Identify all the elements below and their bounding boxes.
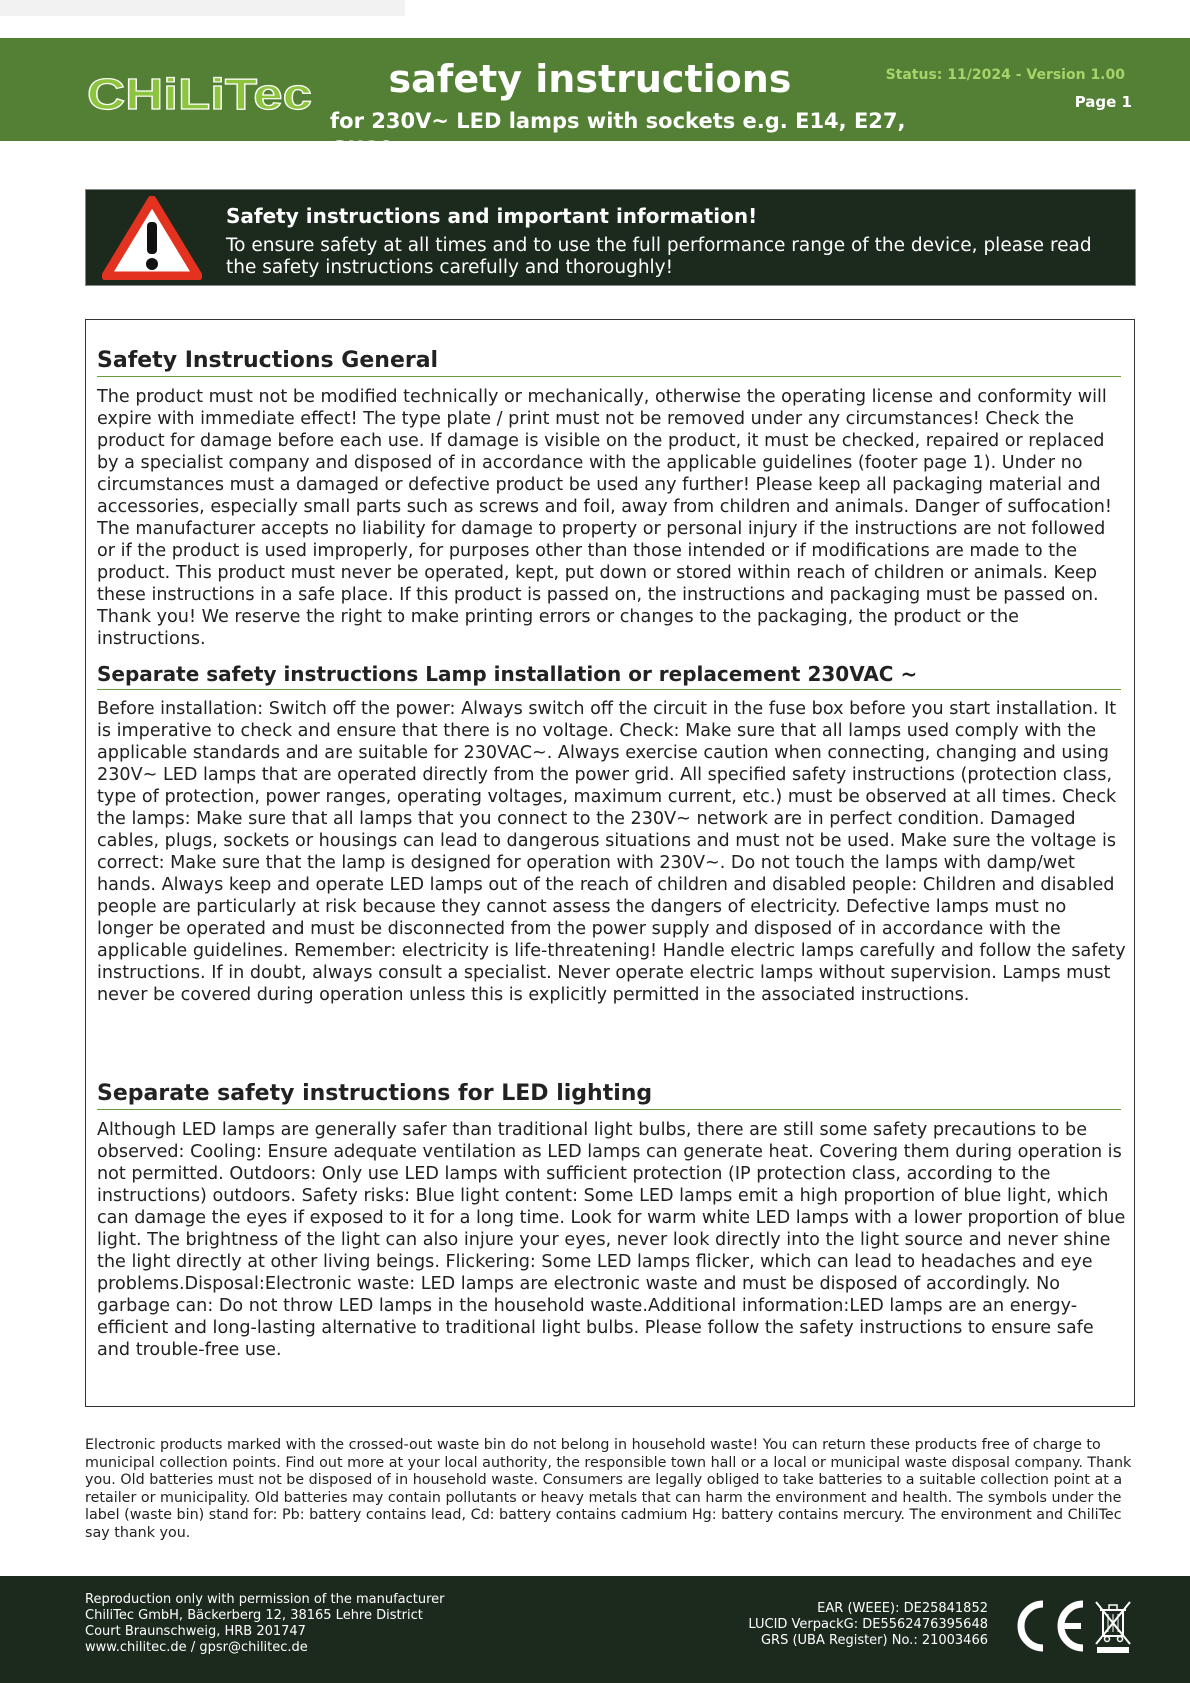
disposal-notice: Electronic products marked with the crossed-out waste bin do not belong in household waste! You can return these products free of charge to municipal collection points. Find out more at your local authority, the responsible town hall or a local or municipal waste disposal company. Thank you. Old batteries must not be disposed of in household waste. Consumers are legally obliged to take batteries to a suitable collection point at a retailer or municipality. Old batteries may contain pollutants or heavy metals that can harm the environment and health. The symbols under the label (waste bin) stand for: Pb: battery contains lead, Cd: battery contains cadmium Hg: battery contains mercury. The environment and ChiliTec say thank you. — [85, 1437, 1132, 1541]
section-body: Before installation: Switch off the power: Always switch off the circuit in the fuse box before you start installation. It is imperative to check and ensure that there is no voltage. Check: Make sure that all lamps used comply with the applicable standards and are suitable for 230VAC~. Always exercise caution when connecting, changing and using 230V~ LED lamps that are operated directly from the power grid. All specified safety instructions (protection class, type of protection, power ranges, operating voltages, maximum current, etc.) must be observed at all times. Check the lamps: Make sure that all lamps that you connect to the 230V~ network are in perfect condition. Damaged cables, plugs, sockets or housings can lead to dangerous situations and must not be used. Make sure the voltage is correct: Make sure that the lamp is designed for operation with 230V~. Do not touch the lamps with damp/wet hands. Always keep and operate LED lamps out of the reach of children and disabled people: Children and disabled people are particularly at risk because they cannot assess the dangers of electricity. Defective lamps must no longer be operated and must be disconnected from the power supply and disposed of in accordance with the applicable guidelines. Remember: electricity is life-threatening! Handle electric lamps carefully and follow the safety instructions. If in doubt, always consult a specialist. Never operate electric lamps without supervision. Lamps must never be covered during operation unless this is explicitly permitted in the associated instructions. — [97, 699, 1126, 1005]
document-subtitle: for 230V~ LED lamps with sockets e.g. E14, E27, GU10 — [330, 109, 906, 161]
section-body: The product must not be modified technically or mechanically, otherwise the operating license and conformity will expire with immediate effect! The type plate / print must not be removed under any circumstances! Check the product for damage before each use. If damage is visible on the product, it must be checked, repaired or replaced by a specialist company and disposed of in accordance with the applicable guidelines (footer page 1). Under no circumstances must a damaged or defective product be used any further! Please keep all packaging material and accessories, especially small parts such as screws and foil, away from children and animals. Danger of suffocation! The manufacturer accepts no liability for damage to property or personal injury if the instructions are not followed or if the product is used improperly, for purposes other than those intended or if modifications are made to the product. This product must never be operated, kept, put down or stored within reach of children or animals. Keep these instructions in a safe place. If this product is passed on, the instructions and packaging must be passed on. Thank you! We reserve the right to make printing errors or changes to the packaging, the product or the instructions. — [97, 387, 1112, 649]
manufacturer-info — [85, 1592, 445, 1656]
instructions-panel — [85, 319, 1135, 1407]
crossed-out-bin-icon — [1093, 1598, 1133, 1654]
warning-box — [85, 189, 1136, 286]
warning-triangle-icon — [102, 196, 202, 280]
footer-line: www.chilitec.de / gpsr@chilitec.de — [85, 1640, 308, 1655]
footer-line: ChiliTec GmbH, Bäckerberg 12, 38165 Lehre District — [85, 1608, 423, 1623]
page-footer — [0, 1576, 1190, 1683]
footer-line: Court Braunschweig, HRB 201747 — [85, 1624, 306, 1639]
section-body: Although LED lamps are generally safer than traditional light bulbs, there are still some safety precautions to be observed: Cooling: Ensure adequate ventilation as LED lamps can generate heat. Covering them during operation is not permitted. Outdoors: Only use LED lamps with sufficient protection (IP protection class, according to the instructions) outdoors. Safety risks: Blue light content: Some LED lamps emit a high proportion of blue light, which can damage the eyes if exposed to it for a long time. Look for warm white LED lamps with a lower proportion of blue light. The brightness of the light can also injure your eyes, never look directly into the light source and never shine the light directly at other living beings. Flickering: Some LED lamps flicker, which can lead to headaches and eye problems.Disposal:Electronic waste: LED lamps are electronic waste and must be disposed of accordingly. No garbage can: Do not throw LED lamps in the household waste.Additional information:LED lamps are an energy-efficient and long-lasting alternative to traditional light bulbs. Please follow the safety instructions to ensure safe and trouble-free use. — [97, 1120, 1126, 1360]
section-title: Separate safety instructions for LED lighting — [97, 1081, 1121, 1110]
status-version: Status: 11/2024 - Version 1.00 — [885, 67, 1125, 83]
footer-line: Reproduction only with permission of the manufacturer — [85, 1592, 445, 1607]
footer-line: LUCID VerpackG: DE5562476395648 — [748, 1617, 988, 1632]
document-title: safety instructions — [388, 57, 792, 101]
chilitec-logo-graphic — [85, 71, 315, 115]
ce-mark-icon — [1009, 1598, 1087, 1654]
footer-line: EAR (WEEE): DE25841852 — [817, 1601, 988, 1616]
footer-line: GRS (UBA Register) No.: 21003466 — [760, 1633, 988, 1648]
warning-text: To ensure safety at all times and to use the full performance range of the device, please read the safety instructions carefully and thoroughly! — [226, 235, 1092, 278]
svg-text:CHiLiTec: CHiLiTec — [87, 71, 312, 115]
registration-info — [748, 1601, 988, 1649]
page-number: Page 1 — [1074, 93, 1132, 111]
warning-title: Safety instructions and important information! — [226, 204, 758, 228]
section-title: Separate safety instructions Lamp installation or replacement 230VAC ~ — [97, 662, 1121, 690]
section-title: Safety Instructions General — [97, 348, 1121, 377]
chilitec-logo — [85, 71, 315, 115]
top-strip — [0, 0, 405, 16]
